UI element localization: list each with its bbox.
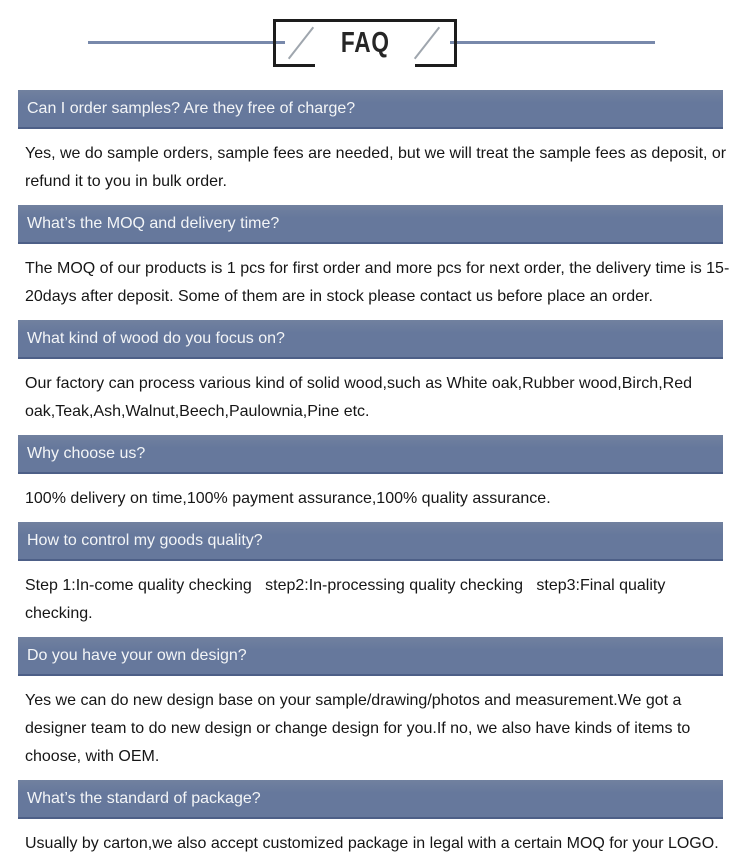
page-title: FAQ [340, 26, 390, 59]
faq-answer-text: Our factory can process various kind of solid wood,such as White oak,Rubber wood,Birch,Red oak,Teak,Ash,Walnut,Beech,Paulownia,Pine etc. [25, 375, 697, 420]
faq-question-text: Why choose us? [27, 444, 146, 462]
faq-question-text: What kind of wood do you focus on? [27, 329, 285, 347]
faq-item [0, 522, 750, 628]
faq-question-bar [18, 435, 723, 474]
faq-item [0, 435, 750, 513]
faq-answer-text: Yes, we do sample orders, sample fees are needed, but we will treat the sample fees as deposit, or refund it to you in bulk order. [25, 145, 731, 190]
faq-question-bar [18, 780, 723, 819]
faq-question-bar [18, 90, 723, 129]
faq-item [0, 90, 750, 196]
faq-item [0, 205, 750, 311]
faq-answer-text: Usually by carton,we also accept customized package in legal with a certain MOQ for your LOGO. [25, 835, 719, 852]
header-divider-line-right [450, 41, 655, 44]
faq-item [0, 637, 750, 771]
faq-question-text: Can I order samples? Are they free of charge? [27, 99, 356, 117]
faq-question-bar [18, 637, 723, 676]
slash-decoration-left-icon [288, 27, 314, 60]
slash-decoration-right-icon [414, 27, 440, 60]
faq-list [0, 90, 750, 858]
faq-item [0, 780, 750, 858]
title-box-bottom-gap [315, 64, 415, 67]
faq-item [0, 320, 750, 426]
faq-question-text: What’s the standard of package? [27, 789, 261, 807]
faq-answer-text: Step 1:In-come quality checking step2:In-processing quality checking step3:Final quality checking. [25, 577, 670, 622]
faq-header [0, 0, 750, 90]
faq-question-text: Do you have your own design? [27, 646, 247, 664]
faq-question-text: What’s the MOQ and delivery time? [27, 214, 280, 232]
faq-question-bar [18, 205, 723, 244]
faq-title-box [273, 19, 457, 67]
faq-question-text: How to control my goods quality? [27, 531, 263, 549]
faq-question-bar [18, 522, 723, 561]
faq-answer-text: The MOQ of our products is 1 pcs for first order and more pcs for next order, the delivery time is 15-20days after deposit. Some of them are in stock please contact us before place an order. [25, 260, 730, 305]
header-divider-line-left [88, 41, 285, 44]
faq-answer-text: Yes we can do new design base on your sample/drawing/photos and measurement.We got a designer team to do new design or change design for you.If no, we also have kinds of items to choose, with OEM. [25, 692, 695, 765]
faq-question-bar [18, 320, 723, 359]
faq-answer-text: 100% delivery on time,100% payment assurance,100% quality assurance. [25, 490, 551, 507]
